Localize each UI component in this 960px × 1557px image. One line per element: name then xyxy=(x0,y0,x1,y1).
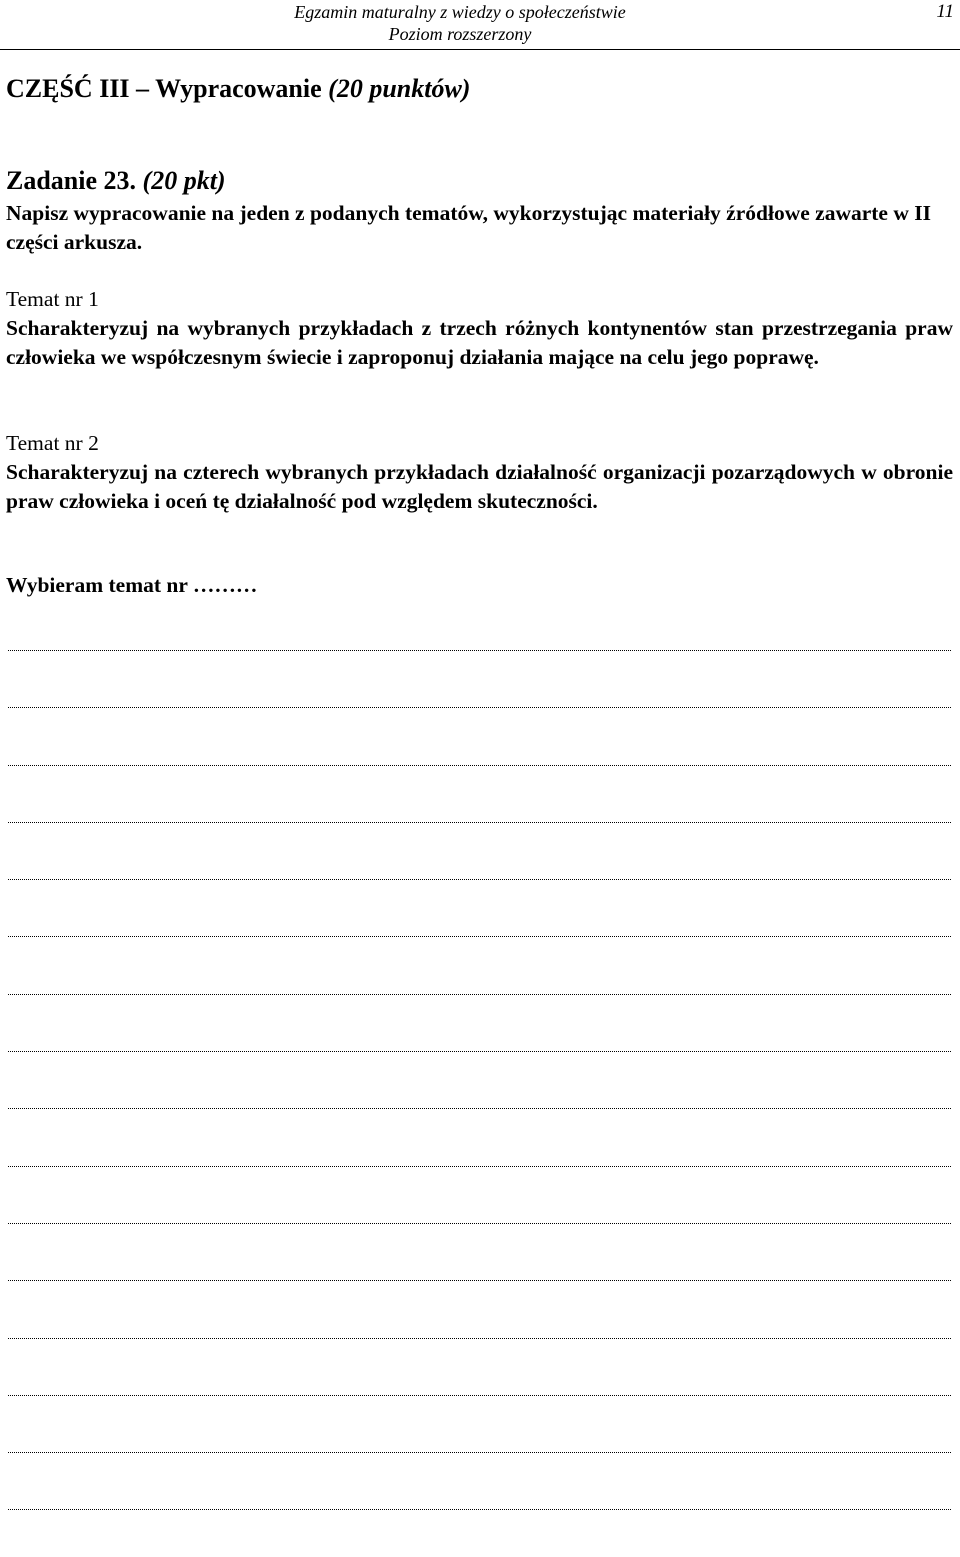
answer-area[interactable] xyxy=(8,640,951,1557)
answer-line[interactable] xyxy=(8,984,951,1041)
task-title-points: (20 pkt) xyxy=(142,166,226,195)
page-number: 11 xyxy=(936,1,954,22)
answer-line[interactable] xyxy=(8,1270,951,1327)
topic-1 xyxy=(6,285,953,372)
topic-1-label: Temat nr 1 xyxy=(6,287,99,311)
answer-line[interactable] xyxy=(8,1499,951,1556)
answer-line[interactable] xyxy=(8,1442,951,1499)
task-title xyxy=(6,166,226,196)
answer-line[interactable] xyxy=(8,1328,951,1385)
topic-2-text: Scharakteryzuj na czterech wybranych przykładach działalność organizacji pozarządowych w obronie praw człowieka i oceń tę działalność pod względem skuteczności. xyxy=(6,460,953,513)
answer-line[interactable] xyxy=(8,640,951,697)
task-title-main: Zadanie 23. xyxy=(6,166,143,195)
answer-line[interactable] xyxy=(8,1156,951,1213)
answer-line[interactable] xyxy=(8,755,951,812)
page-header xyxy=(0,0,960,50)
answer-line[interactable] xyxy=(8,1385,951,1442)
topic-2-label: Temat nr 2 xyxy=(6,431,99,455)
topic-2 xyxy=(6,429,953,516)
answer-line[interactable] xyxy=(8,869,951,926)
section-title-points: (20 punktów) xyxy=(328,74,471,103)
answer-line[interactable] xyxy=(8,1098,951,1155)
exam-title: Egzamin maturalny z wiedzy o społeczeństwie xyxy=(294,2,626,22)
answer-line[interactable] xyxy=(8,926,951,983)
answer-line[interactable] xyxy=(8,697,951,754)
exam-level: Poziom rozszerzony xyxy=(388,24,532,44)
section-title-main: CZĘŚĆ III – Wypracowanie xyxy=(6,74,329,103)
answer-line[interactable] xyxy=(8,1213,951,1270)
topic-choice[interactable]: Wybieram temat nr ……… xyxy=(6,573,258,597)
topic-1-text: Scharakteryzuj na wybranych przykładach z trzech różnych kontynentów stan przestrzegania praw człowieka we współczesnym świecie i zaproponuj działania mające na celu jego poprawę. xyxy=(6,316,953,369)
answer-line[interactable] xyxy=(8,812,951,869)
answer-line[interactable] xyxy=(8,1041,951,1098)
task-instruction: Napisz wypracowanie na jeden z podanych tematów, wykorzystując materiały źródłowe zawarte w II części arkusza. xyxy=(6,201,931,254)
section-title xyxy=(6,74,470,104)
